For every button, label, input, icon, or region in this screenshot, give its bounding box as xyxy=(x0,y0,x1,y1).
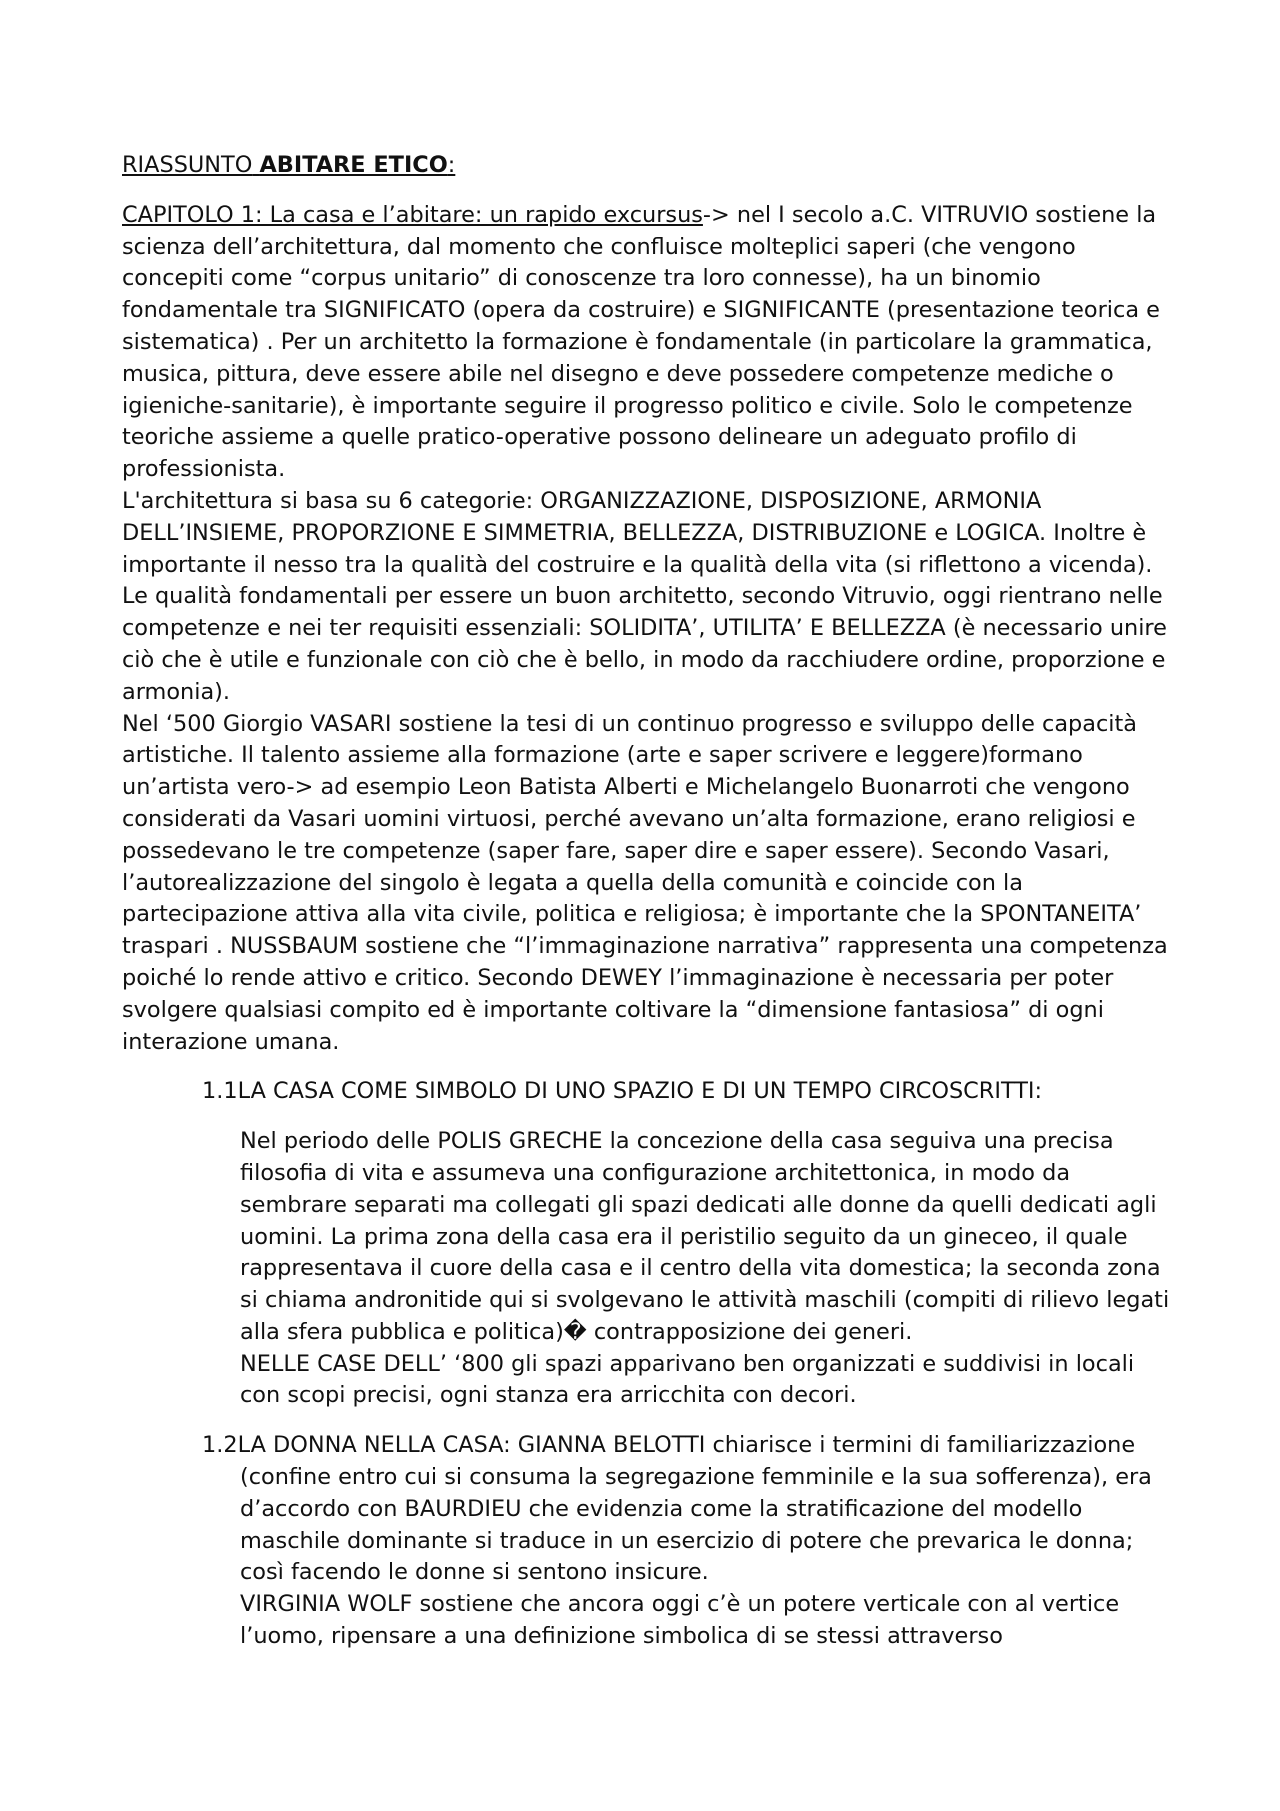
section-1-2-number: 1.2 xyxy=(202,1432,238,1459)
section-1-1-paragraph-2: NELLE CASE DELL’ ‘800 gli spazi apparivano ben organizzati e suddivisi in locali con scopi precisi, ogni stanza era arricchita con decori. xyxy=(240,1350,1135,1409)
section-1-1-paragraph-1: Nel periodo delle POLIS GRECHE la concezione della casa seguiva una precisa filosofia di vita e assumeva una configurazione architettonica, in modo da sembrare separati ma collegati gli spazi dedicati alle donne da quelli dedicati agli uomini. La prima zona della casa era il peristilio seguito da un gineceo, il quale rappresentava il cuore della casa e il centro della vita domestica; la seconda zona si chiama andronitide qui si svolgevano le attività maschili (compiti di rilievo legati alla sfera pubblica e politica)� contrapposizione dei generi. xyxy=(240,1128,1170,1345)
section-1-1-number: 1.1 xyxy=(202,1078,238,1105)
title-underlined xyxy=(122,152,455,178)
section-1-2-paragraph-2: VIRGINIA WOLF sostiene che ancora oggi c’è un potere verticale con al vertice l’uomo, ripensare a una definizione simbolica di se stessi attraverso xyxy=(240,1591,1120,1650)
chapter-heading: CAPITOLO 1: La casa e l’abitare: un rapido excursus xyxy=(122,201,703,228)
document-page xyxy=(122,150,1174,1653)
chapter-1 xyxy=(122,200,1174,1059)
document-title xyxy=(122,150,1174,182)
chapter-paragraph-3: Nel ‘500 Giorgio VASARI sostiene la tesi di un continuo progresso e sviluppo delle capacità artistiche. Il talento assieme alla formazione (arte e saper scrivere e leggere)formano un’artista vero-> ad esempio Leon Batista Alberti e Michelangelo Buonarroti che vengono considerati da Vasari uomini virtuosi, perché avevano un’alta formazione, erano religiosi e possedevano le tre competenze (saper fare, saper dire e saper essere). Secondo Vasari, l’autorealizzazione del singolo è legata a quella della comunità e coincide con la partecipazione attiva alla vita civile, politica e religiosa; è importante che la SPONTANEITA’ traspari . NUSSBAUM sostiene che “l’immaginazione narrativa” rappresenta una competenza poiché lo rende attivo e critico. Secondo DEWEY l’immaginazione è necessaria per poter svolgere qualsiasi compito ed è importante coltivare la “dimensione fantasiosa” di ogni interazione umana. xyxy=(122,710,1168,1055)
section-1-1-title: LA CASA COME SIMBOLO DI UNO SPAZIO E DI UN TEMPO CIRCOSCRITTI: xyxy=(237,1078,1043,1105)
chapter-paragraph-1 xyxy=(122,200,1174,486)
section-1-2 xyxy=(202,1430,1174,1653)
title-prefix: RIASSUNTO xyxy=(122,152,253,178)
section-1-2-paragraph-1 xyxy=(202,1430,1174,1589)
title-suffix: : xyxy=(447,152,456,178)
section-1-2-text: LA DONNA NELLA CASA: GIANNA BELOTTI chiarisce i termini di familiarizzazione (confine entro cui si consuma la segregazione femminile e la sua sofferenza), era d’accordo con BAURDIEU che evidenzia come la stratificazione del modello maschile dominante si traduce in un esercizio di potere che prevarica le donna; così facendo le donne si sentono insicure. xyxy=(237,1432,1152,1586)
section-1-1-heading xyxy=(202,1076,1174,1108)
section-1-1-body xyxy=(240,1126,1174,1412)
chapter-paragraph-2: L'architettura si basa su 6 categorie: ORGANIZZAZIONE, DISPOSIZIONE, ARMONIA DELL’INSIEME, PROPORZIONE E SIMMETRIA, BELLEZZA, DISTRIBUZIONE e LOGICA. Inoltre è importante il nesso tra la qualità del costruire e la qualità della vita (si riflettono a vicenda). Le qualità fondamentali per essere un buon architetto, secondo Vitruvio, oggi rientrano nelle competenze e nei ter requisiti essenziali: SOLIDITA’, UTILITA’ E BELLEZZA (è necessario unire ciò che è utile e funzionale con ciò che è bello, in modo da racchiudere ordine, proporzione e armonia). xyxy=(122,487,1167,705)
chapter-text-1: -> nel I secolo a.C. VITRUVIO sostiene la scienza dell’architettura, dal momento che confluisce molteplici saperi (che vengono concepiti come “corpus unitario” di conoscenze tra loro connesse), ha un binomio fondamentale tra SIGNIFICATO (opera da costruire) e SIGNIFICANTE (presentazione teorica e sistematica) . Per un architetto la formazione è fondamentale (in particolare la grammatica, musica, pittura, deve essere abile nel disegno e deve possedere competenze mediche o igieniche-sanitarie), è importante seguire il progresso politico e civile. Solo le competenze teoriche assieme a quelle pratico-operative possono delineare un adeguato profilo di professionista. xyxy=(122,201,1160,483)
title-bold: ABITARE ETICO xyxy=(259,152,448,178)
